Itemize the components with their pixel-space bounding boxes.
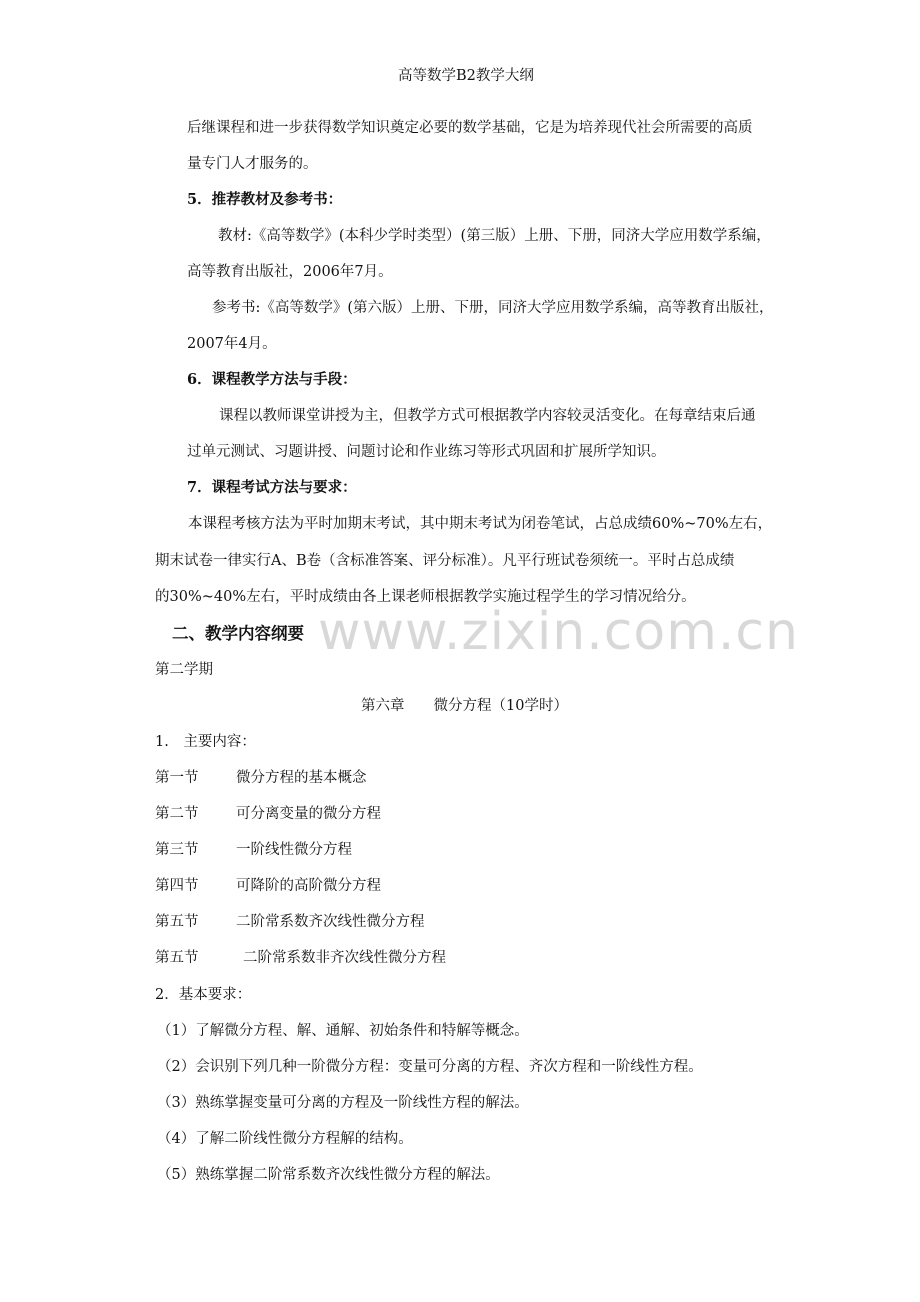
requirements-heading: 2．基本要求： xyxy=(155,987,252,1003)
watermark: www.zixin.com.cn xyxy=(318,602,799,662)
section-number: 第四节 xyxy=(155,878,199,894)
textbook-line-2: 高等教育出版社，2006年7月。 xyxy=(187,264,393,280)
chapter-title: 第六章 微分方程（10学时） xyxy=(361,698,568,714)
intro-line-2: 量专门人才服务的。 xyxy=(187,156,318,172)
page-header-title: 高等数学B2教学大纲 xyxy=(398,68,534,84)
section-7-heading: 7．课程考试方法与要求： xyxy=(187,479,357,496)
section-number: 第五节 xyxy=(155,950,199,966)
section-title: 可降阶的高阶微分方程 xyxy=(236,878,381,894)
section-title: 一阶线性微分方程 xyxy=(236,842,352,858)
exam-line-3: 的30%~40%左右，平时成绩由各上课老师根据教学实施过程学生的学习情况给分。 xyxy=(155,589,696,605)
methods-line-1: 课程以教师课堂讲授为主，但教学方式可根据教学内容较灵活变化。在每章结束后通 xyxy=(219,408,756,424)
section-title: 微分方程的基本概念 xyxy=(236,770,367,786)
section-title: 可分离变量的微分方程 xyxy=(236,806,381,822)
main-content-heading: 1. 主要内容： xyxy=(155,734,256,750)
requirement-item: （1）了解微分方程、解、通解、初始条件和特解等概念。 xyxy=(157,1023,529,1039)
requirement-item: （3）熟练掌握变量可分离的方程及一阶线性方程的解法。 xyxy=(157,1095,529,1111)
section-number: 第二节 xyxy=(155,806,199,822)
section-title: 二阶常系数非齐次线性微分方程 xyxy=(243,950,446,966)
requirement-item: （4）了解二阶线性微分方程解的结构。 xyxy=(157,1131,413,1147)
requirement-item: （2）会识别下列几种一阶微分方程：变量可分离的方程、齐次方程和一阶线性方程。 xyxy=(157,1059,703,1075)
section-5-heading: 5．推荐教材及参考书： xyxy=(187,191,343,208)
semester-label: 第二学期 xyxy=(155,662,213,678)
section-6-heading: 6．课程教学方法与手段： xyxy=(187,371,357,388)
requirement-item: （5）熟练掌握二阶常系数齐次线性微分方程的解法。 xyxy=(157,1167,500,1183)
exam-line-2: 期末试卷一律实行A、B卷（含标准答案、评分标准）。凡平行班试卷须统一。平时占总成绩 xyxy=(155,553,735,569)
section-number: 第三节 xyxy=(155,842,199,858)
methods-line-2: 过单元测试、习题讲授、问题讨论和作业练习等形式巩固和扩展所学知识。 xyxy=(187,444,666,460)
outline-heading: 二、教学内容纲要 xyxy=(172,624,304,643)
exam-line-1: 本课程考核方法为平时加期末考试，其中期末考试为闭卷笔试，占总成绩60%~70%左右， xyxy=(188,516,773,532)
textbook-line-1: 教材:《高等数学》(本科少学时类型）(第三版）上册、下册，同济大学应用数学系编， xyxy=(218,228,771,244)
intro-line-1: 后继课程和进一步获得数学知识奠定必要的数学基础，它是为培养现代社会所需要的高质 xyxy=(187,120,753,136)
reference-line-1: 参考书:《高等数学》(第六版）上册、下册，同济大学应用数学系编，高等教育出版社， xyxy=(212,300,774,316)
section-title: 二阶常系数齐次线性微分方程 xyxy=(236,914,425,930)
reference-line-2: 2007年4月。 xyxy=(187,336,277,352)
section-number: 第一节 xyxy=(155,770,199,786)
section-number: 第五节 xyxy=(155,914,199,930)
